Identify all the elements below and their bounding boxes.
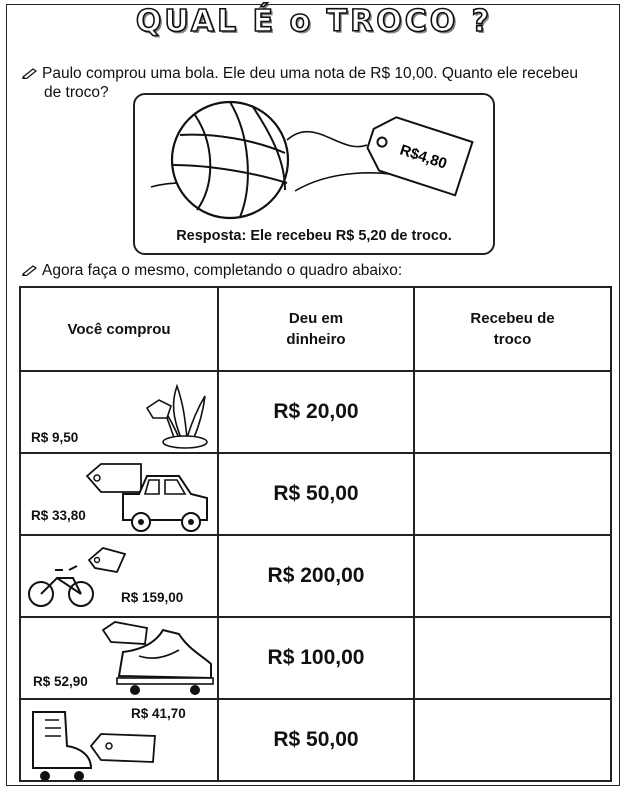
corn-toy-icon	[143, 378, 213, 450]
change-cell[interactable]	[414, 535, 611, 617]
bicycle-icon	[25, 540, 129, 612]
header-you-bought: Você comprou	[20, 287, 218, 371]
change-cell[interactable]	[414, 617, 611, 699]
item-cell	[20, 699, 218, 781]
item-cell	[20, 371, 218, 453]
ball-icon	[172, 102, 288, 218]
pencil-icon	[22, 63, 38, 87]
page-title: QUAL É o TROCO ?	[135, 4, 493, 39]
paid-cell: R$ 200,00	[218, 535, 414, 617]
paid-cell: R$ 20,00	[218, 371, 414, 453]
change-cell[interactable]	[414, 699, 611, 781]
table-row	[20, 453, 611, 535]
table-row	[20, 371, 611, 453]
item-price: R$ 9,50	[31, 430, 79, 445]
change-cell[interactable]	[414, 371, 611, 453]
item-cell	[20, 453, 218, 535]
example-answer: Resposta: Ele recebeu R$ 5,20 de troco.	[176, 228, 452, 244]
header-change: Recebeu de troco	[414, 287, 611, 371]
instruction-text	[22, 262, 402, 281]
item-price: R$ 52,90	[33, 674, 88, 689]
change-table	[19, 286, 612, 782]
toy-car-icon	[83, 458, 215, 532]
header-paid: Deu em dinheiro	[218, 287, 414, 371]
table-row	[20, 617, 611, 699]
item-cell	[20, 535, 218, 617]
item-price: R$ 41,70	[131, 706, 186, 721]
pencil-icon	[22, 263, 38, 281]
price-tag-icon	[362, 112, 473, 196]
sneaker-icon	[99, 620, 215, 696]
question-text	[22, 62, 602, 87]
item-cell	[20, 617, 218, 699]
item-price: R$ 33,80	[31, 508, 86, 523]
table-row	[20, 699, 611, 781]
tag-price: R$4,80	[397, 141, 450, 173]
table-header-row	[20, 287, 611, 371]
change-cell[interactable]	[414, 453, 611, 535]
paid-cell: R$ 100,00	[218, 617, 414, 699]
question-line-1: Paulo comprou uma bola. Ele deu uma nota de R$ 10,00. Quanto ele recebeu	[42, 65, 578, 82]
instruction-label: Agora faça o mesmo, completando o quadro abaixo:	[42, 262, 403, 279]
question-line-2: de troco?	[44, 84, 109, 101]
table-row	[20, 535, 611, 617]
paid-cell: R$ 50,00	[218, 453, 414, 535]
item-price: R$ 159,00	[121, 590, 184, 605]
paid-cell: R$ 50,00	[218, 699, 414, 781]
